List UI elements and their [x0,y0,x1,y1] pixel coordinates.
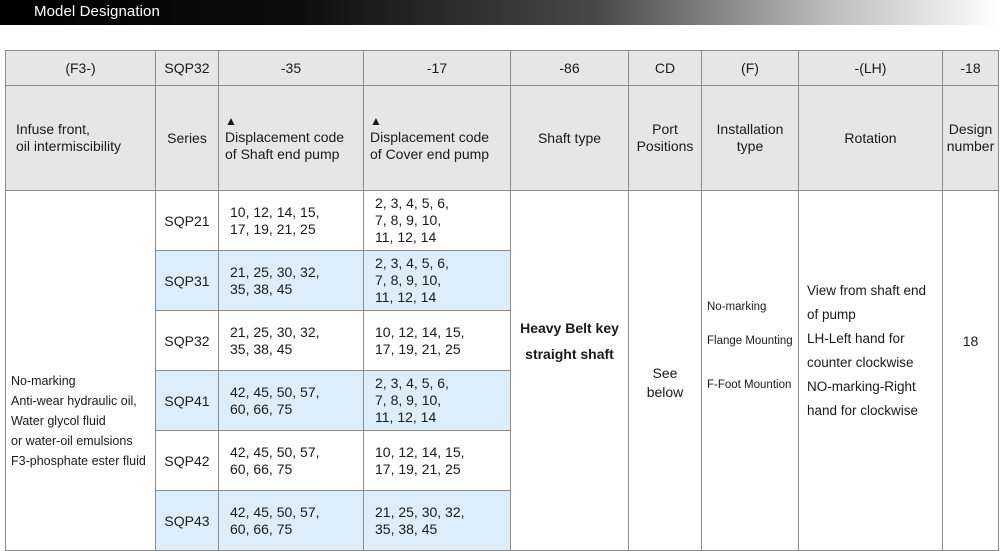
heading-installation-type: Installation type [702,86,799,191]
cover-end-codes: 21, 25, 30, 32, 35, 38, 45 [364,491,511,551]
heading-cover-displacement-label: Displacement code of Cover end pump [370,128,490,162]
heading-cover-displacement [364,86,511,191]
code-cell: CD [629,51,702,86]
installation-option: F-Foot Mountion [707,378,792,391]
heading-series: Series [156,86,219,191]
shaft-end-codes: 10, 12, 14, 15, 17, 19, 21, 25 [219,191,364,251]
code-cell: (F) [702,51,799,86]
cover-end-codes: 10, 12, 14, 15, 17, 19, 21, 25 [364,431,511,491]
port-positions-value: See below [629,191,702,551]
shaft-end-codes: 21, 25, 30, 32, 35, 38, 45 [219,251,364,311]
installation-option: Flange Mounting [707,334,793,347]
series-cell: SQP32 [156,311,219,371]
code-cell: -86 [511,51,629,86]
shaft-end-codes: 21, 25, 30, 32, 35, 38, 45 [219,311,364,371]
code-cell: SQP32 [156,51,219,86]
cover-end-codes: 10, 12, 14, 15, 17, 19, 21, 25 [364,311,511,371]
triangle-icon: ▲ [370,113,382,128]
series-cell: SQP43 [156,491,219,551]
code-cell: -(LH) [799,51,943,86]
heading-rotation: Rotation [799,86,943,191]
model-designation-table [5,50,999,551]
code-row [6,51,999,86]
code-cell: -17 [364,51,511,86]
series-cell: SQP31 [156,251,219,311]
shaft-type-value: Heavy Belt key straight shaft [511,191,629,551]
heading-design-number: Design number [943,86,999,191]
rotation-value: View from shaft end of pump LH-Left hand for counter clockwise NO-marking-Right hand for clockwise [799,191,943,551]
section-title: Model Designation [34,3,160,20]
cover-end-codes: 2, 3, 4, 5, 6, 7, 8, 9, 10, 11, 12, 14 [364,371,511,431]
cover-end-codes: 2, 3, 4, 5, 6, 7, 8, 9, 10, 11, 12, 14 [364,191,511,251]
code-cell: -18 [943,51,999,86]
series-cell: SQP21 [156,191,219,251]
heading-row [6,86,999,191]
installation-options [702,191,799,551]
shaft-end-codes: 42, 45, 50, 57, 60, 66, 75 [219,371,364,431]
heading-shaft-displacement-label: Displacement code of Shaft end pump [225,128,345,162]
triangle-icon: ▲ [225,113,237,128]
heading-shaft-displacement [219,86,364,191]
cover-end-codes: 2, 3, 4, 5, 6, 7, 8, 9, 10, 11, 12, 14 [364,251,511,311]
heading-shaft-type: Shaft type [511,86,629,191]
design-number-value: 18 [943,191,999,551]
fluid-description: No-marking Anti-wear hydraulic oil, Water glycol fluid or water-oil emulsions F3-phosphate ester fluid [6,191,156,551]
shaft-end-codes: 42, 45, 50, 57, 60, 66, 75 [219,491,364,551]
title-bar [0,0,1000,25]
shaft-end-codes: 42, 45, 50, 57, 60, 66, 75 [219,431,364,491]
heading-fluid: Infuse front, oil intermiscibility [6,86,156,191]
table-row [6,191,999,251]
code-cell: (F3-) [6,51,156,86]
series-cell: SQP42 [156,431,219,491]
series-cell: SQP41 [156,371,219,431]
code-cell: -35 [219,51,364,86]
heading-port-positions: Port Positions [629,86,702,191]
installation-option: No-marking [707,300,767,313]
